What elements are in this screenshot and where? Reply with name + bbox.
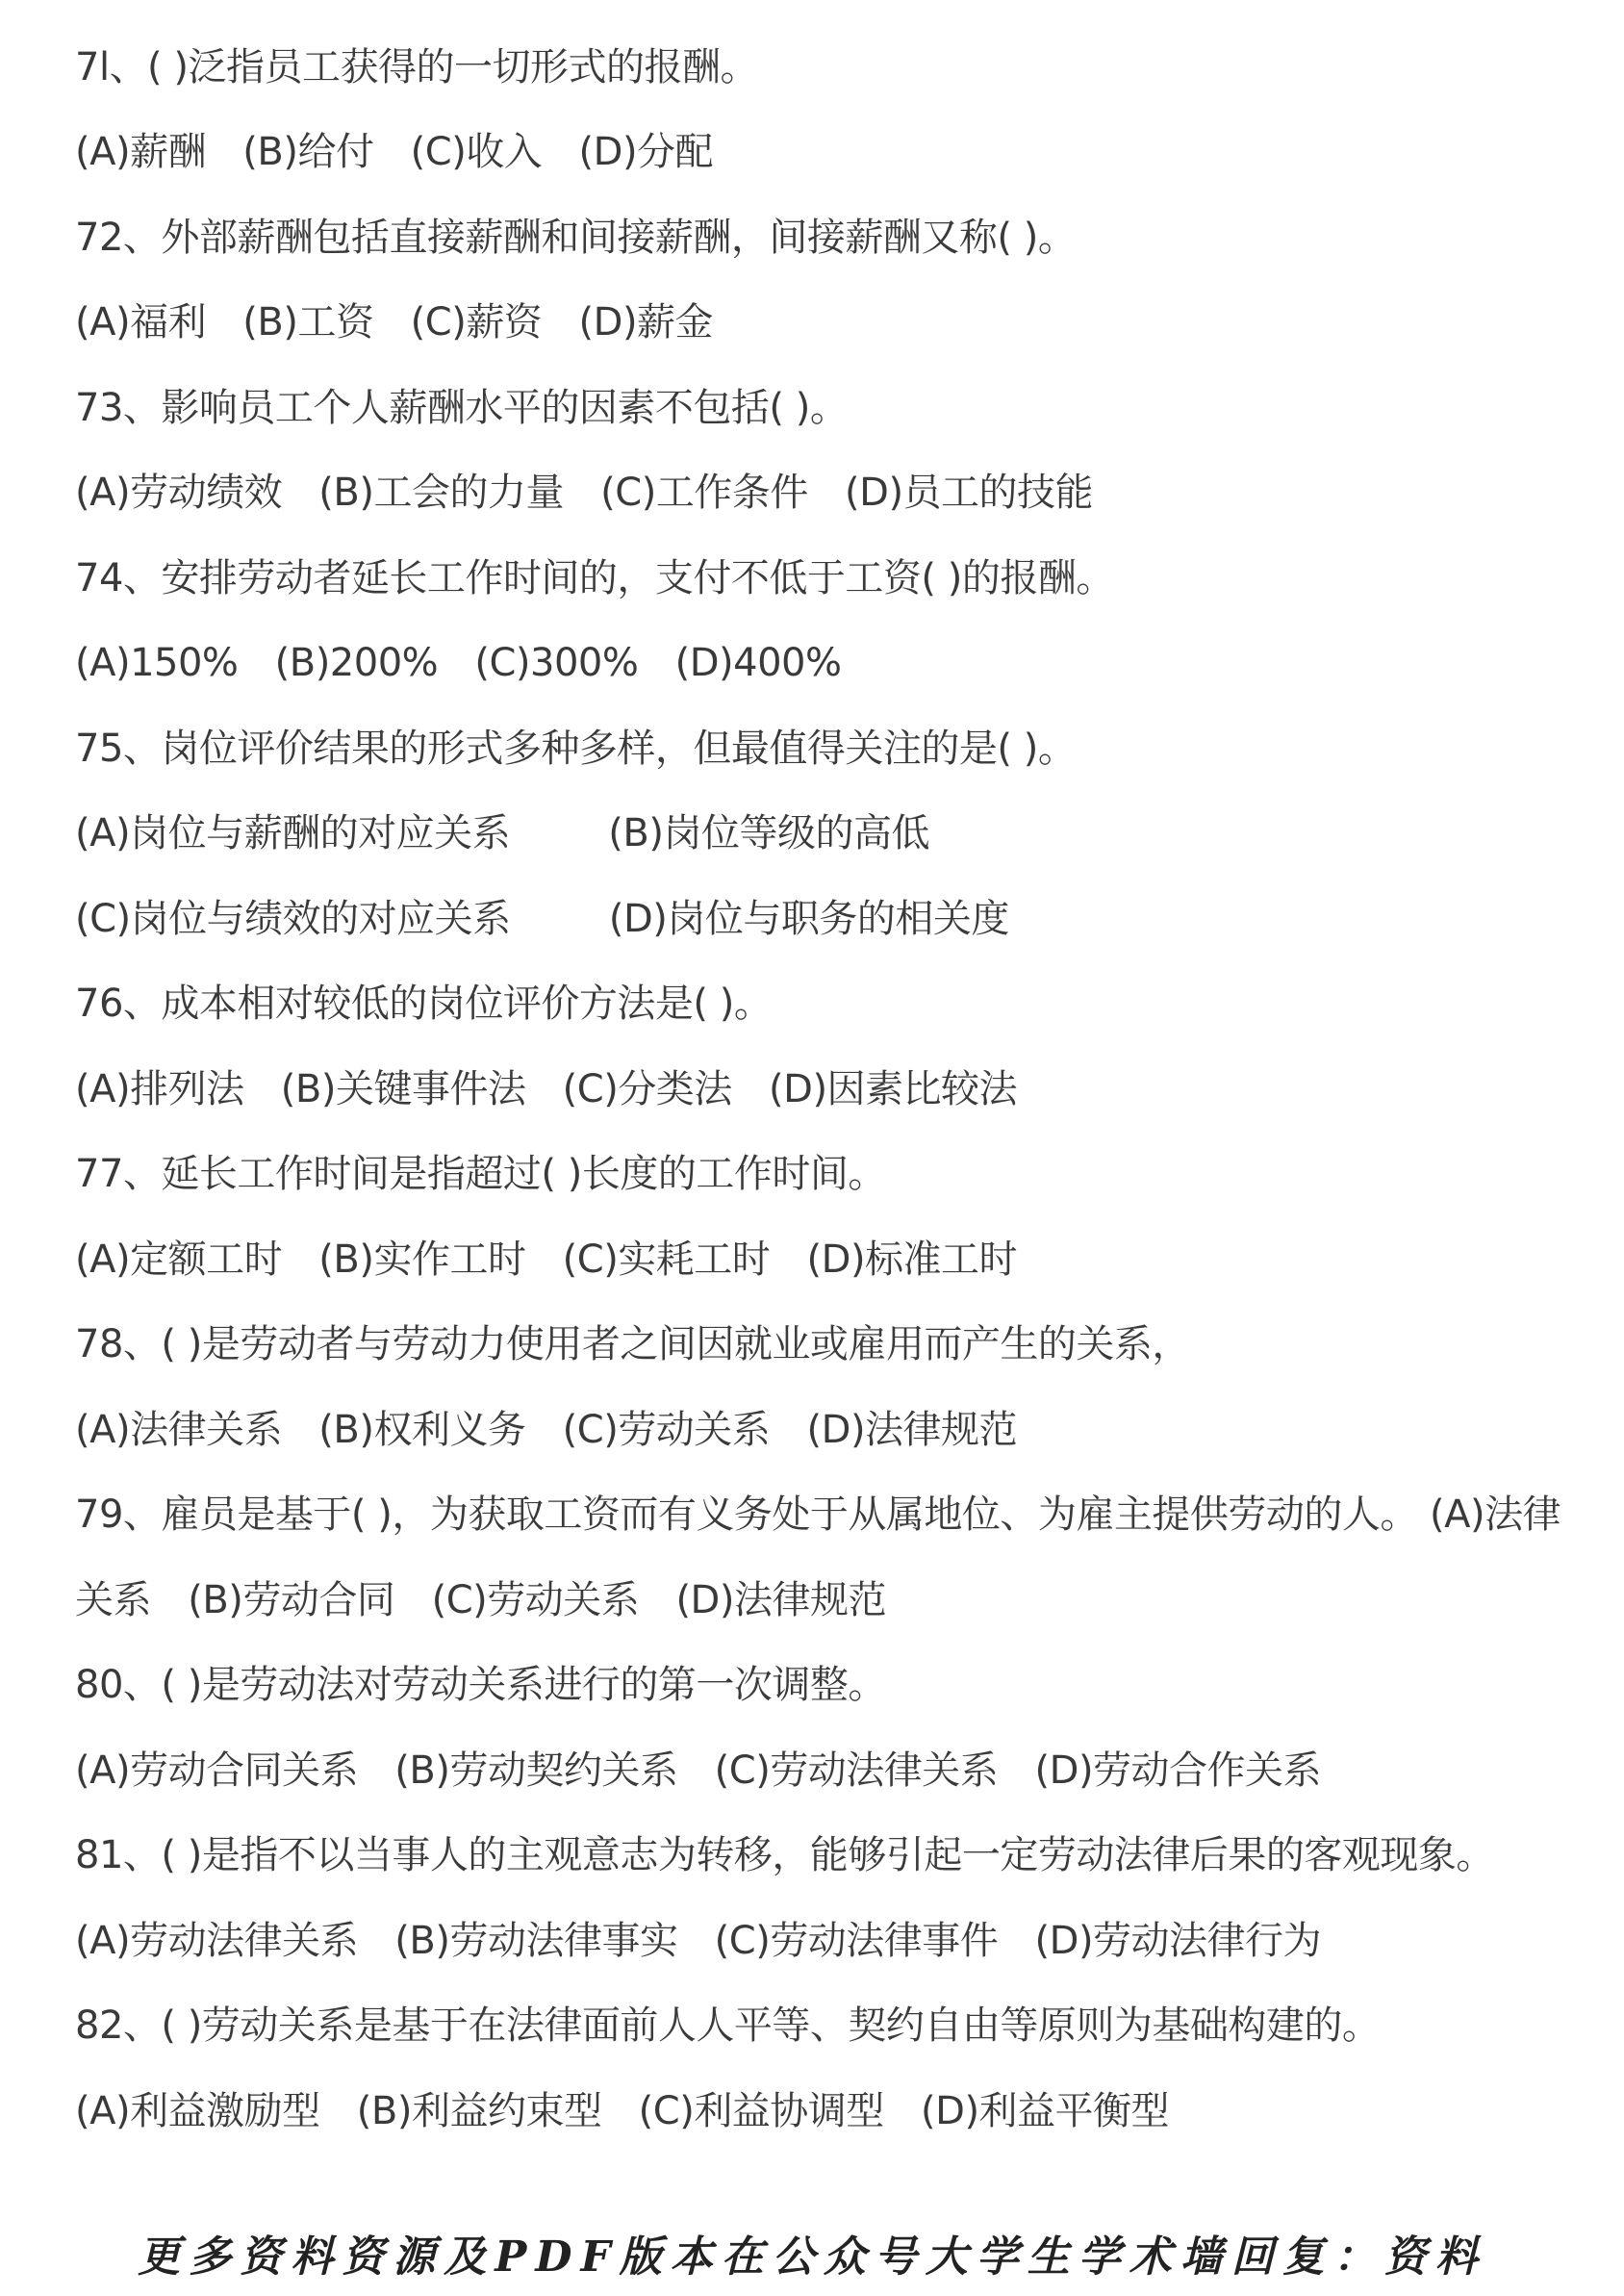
option-a: (A)定额工时 — [75, 1237, 283, 1282]
question-80-stem: 80、( )是劳动法对劳动关系进行的第一次调整。 — [75, 1663, 886, 1707]
option-d: (D)劳动法律行为 — [1034, 1919, 1322, 1963]
option-a: (A)岗位与薪酬的对应关系 — [75, 811, 511, 855]
question-71-stem: 7l、( )泛指员工获得的一切形式的报酬。 — [75, 45, 758, 89]
question-78-stem: 78、( )是劳动者与劳动力使用者之间因就业或雇用而产生的关系， — [75, 1322, 1190, 1366]
option-c: (C)300% — [474, 641, 639, 685]
option-a: (A)150% — [75, 641, 239, 685]
question-82-stem: 82、( )劳动关系是基于在法律面前人人平等、契约自由等原则为基础构建的。 — [75, 2003, 1381, 2048]
question-77-options — [75, 1233, 1017, 1287]
option-d: (D)薪金 — [578, 300, 714, 344]
option-a-continued: 关系 — [75, 1578, 151, 1622]
question-76-options — [75, 1062, 1017, 1116]
option-c: (C)劳动关系 — [431, 1578, 640, 1622]
option-c: (C)劳动关系 — [562, 1408, 771, 1452]
option-c: (C)利益协调型 — [638, 2089, 884, 2133]
option-a: (A)劳动合同关系 — [75, 1748, 359, 1793]
option-d: (D)岗位与职务的相关度 — [608, 897, 1009, 941]
question-71-options — [75, 125, 713, 179]
question-74-stem: 74、安排劳动者延长工作时间的，支付不低于工资( )的报酬。 — [75, 556, 1114, 600]
option-a: (A)利益激励型 — [75, 2089, 320, 2133]
option-c: (C)实耗工时 — [562, 1237, 771, 1282]
question-75-options-row2 — [75, 892, 1009, 946]
option-d: (D)分配 — [578, 130, 714, 174]
question-79-options — [75, 1573, 886, 1627]
option-c: (C)劳动法律事件 — [714, 1919, 999, 1963]
question-73-options — [75, 466, 1093, 520]
option-d: (D)劳动合作关系 — [1034, 1748, 1322, 1793]
option-b: (B)岗位等级的高低 — [608, 811, 929, 855]
option-d: (D)员工的技能 — [845, 471, 1094, 515]
option-c: (C)工作条件 — [600, 471, 808, 515]
option-b: (B)劳动契约关系 — [394, 1748, 678, 1793]
question-78-options — [75, 1403, 1017, 1457]
question-81-stem: 81、( )是指不以当事人的主观意志为转移，能够引起一定劳动法律后果的客观现象。 — [75, 1833, 1494, 1877]
option-d: (D)因素比较法 — [769, 1067, 1018, 1111]
question-76-stem: 76、成本相对较低的岗位评价方法是( )。 — [75, 982, 773, 1026]
question-80-options — [75, 1744, 1321, 1798]
option-c: (C)薪资 — [410, 300, 543, 344]
option-a: (A)劳动法律关系 — [75, 1919, 359, 1963]
option-c: (C)分类法 — [562, 1067, 732, 1111]
option-c: (C)岗位与绩效的对应关系 — [75, 897, 511, 941]
question-81-options — [75, 1914, 1321, 1968]
option-d: (D)标准工时 — [806, 1237, 1018, 1282]
option-a: (A)福利 — [75, 300, 207, 344]
option-a: (A)法律关系 — [75, 1408, 283, 1452]
option-b: (B)利益约束型 — [356, 2089, 602, 2133]
option-b: (B)实作工时 — [318, 1237, 526, 1282]
option-d: (D)400% — [674, 641, 842, 685]
option-a: (A)劳动绩效 — [75, 471, 283, 515]
question-72-options — [75, 295, 713, 349]
question-79-stem: 79、雇员是基于( )，为获取工资而有义务处于从属地位、为雇主提供劳动的人。 (A)法律 — [75, 1492, 1561, 1537]
option-d: (D)法律规范 — [675, 1578, 886, 1622]
question-73-stem: 73、影响员工个人薪酬水平的因素不包括( )。 — [75, 386, 849, 430]
question-74-options — [75, 636, 841, 690]
question-75-stem: 75、岗位评价结果的形式多种多样，但最值得关注的是( )。 — [75, 727, 1077, 771]
option-d: (D)法律规范 — [806, 1408, 1018, 1452]
option-b: (B)劳动合同 — [188, 1578, 395, 1622]
question-82-options — [75, 2084, 1169, 2138]
option-a: (A)排列法 — [75, 1067, 244, 1111]
option-b: (B)给付 — [242, 130, 374, 174]
option-b: (B)关键事件法 — [280, 1067, 526, 1111]
option-b: (B)工资 — [242, 300, 374, 344]
option-c: (C)劳动法律关系 — [714, 1748, 999, 1793]
option-b: (B)劳动法律事实 — [394, 1919, 678, 1963]
option-a: (A)薪酬 — [75, 130, 207, 174]
option-b: (B)200% — [274, 641, 439, 685]
option-b: (B)权利义务 — [318, 1408, 526, 1452]
option-b: (B)工会的力量 — [318, 471, 564, 515]
footer-note: 更多资料资源及PDF版本在公众号大学生学术墙回复：资料 — [138, 2232, 1486, 2282]
question-75-options-row1 — [75, 806, 929, 860]
question-72-stem: 72、外部薪酬包括直接薪酬和间接薪酬，间接薪酬又称( )。 — [75, 216, 1077, 260]
question-77-stem: 77、延长工作时间是指超过( )长度的工作时间。 — [75, 1152, 886, 1196]
option-c: (C)收入 — [410, 130, 543, 174]
option-d: (D)利益平衡型 — [921, 2089, 1170, 2133]
